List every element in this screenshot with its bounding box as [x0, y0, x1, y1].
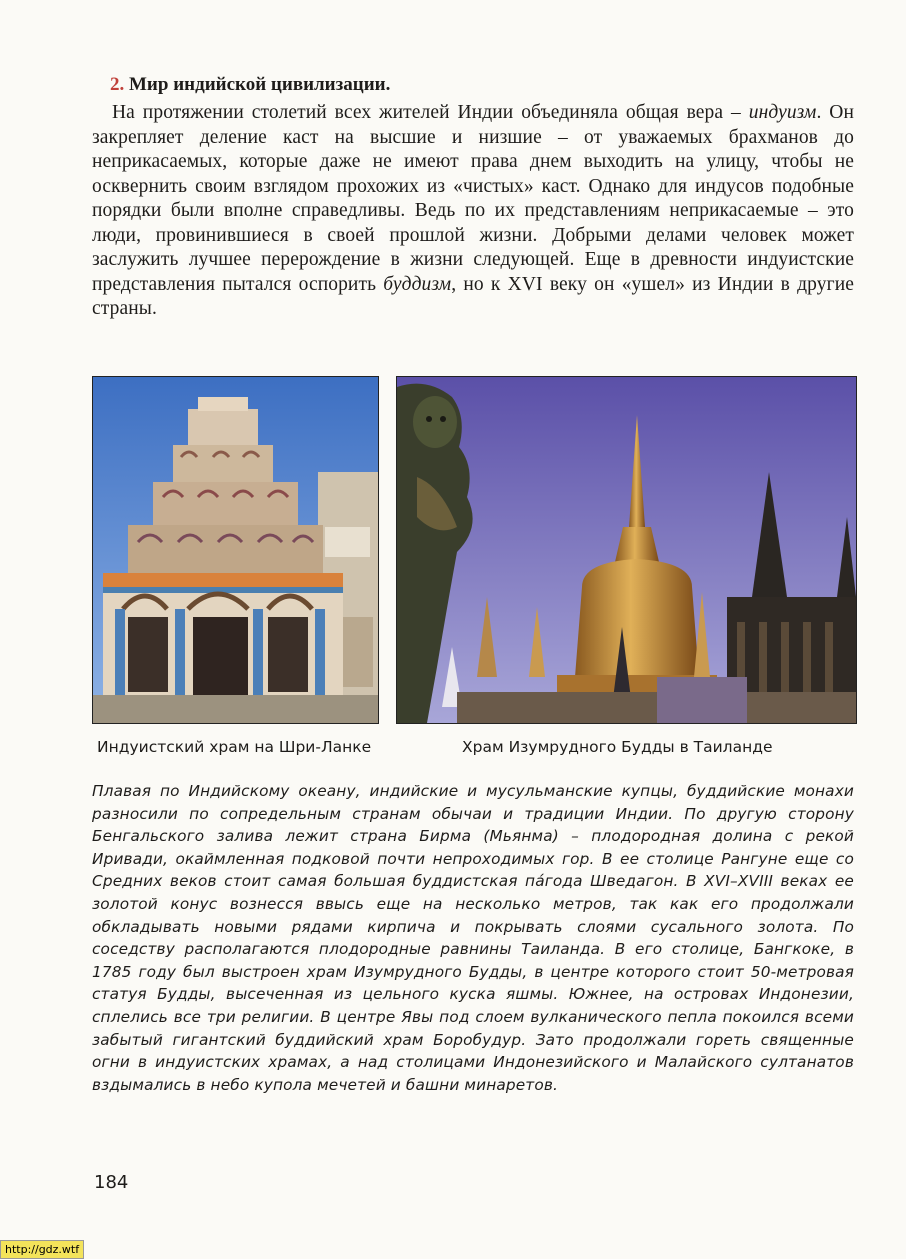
right-photo-caption: Храм Изумрудного Будды в Таиланде — [462, 738, 773, 756]
paragraph-text-2: . Он закрепляет деление каст на высшие и низшие – от уважаемых брахманов до неприкасаемых, которые даже не имеют права днем выходить на улицу, чтобы не осквернить своим взглядом прохожих из «чистых» каст. Однако для индусов подобные порядки были вполне справедливы. Ведь по их представлениям неприкасаемые – это люди, провинившиеся в своей прошлой жизни. Добрыми делами человек может заслужить лучшее перерождение в жизни следующей. Еще в древности индуистские представления пытался оспорить — [92, 102, 855, 295]
term-hinduism: индуизм — [748, 102, 817, 123]
section-number: 2. — [110, 74, 125, 95]
term-buddhism: буддизм — [383, 273, 452, 295]
page-number: 184 — [94, 1172, 129, 1193]
emerald-buddha-temple-photo — [396, 376, 857, 724]
hindu-temple-photo — [92, 376, 379, 724]
paragraph-text-3: , но к XVI веку он «ушел» из Индии в другие страны. — [92, 273, 854, 319]
supplementary-text: Плавая по Индийскому океану, индийские и мусульманские купцы, буддийские монахи разносили по сопредельным странам обычаи и традиции Индии. По другую сторону Бенгальского залива лежит страна Бирма (Мьянма) – плодородная долина с рекой Иривади, окаймленная подковой почти непроходимых гор. В ее столице Рангуне еще со Средних веков стоит самая большая буддистская пáгода Шведагон. В XVI–XVIII веках ее золотой конус вознесся ввысь еще на несколько метров, так как его продолжали обкладывать новыми рядами кирпича и покрывать слоями сусального золота. По соседству располагаются плодородные равнины Таиланда. В его столице, Бангкоке, в 1785 году был выстроен храм Изумрудного Будды, в центре которого стоит 50-метровая статуя Будды, высеченная из цельного куска яшмы. Южнее, на островах Индонезии, сплелись все три религии. В центре Явы под слоем вулканического пепла покоился всеми забытый гигантский буддийский храм Боробудур. Зато продолжали гореть священные огни в индуистских храмах, а над столицами Индонезийского и Малайского султанатов вздымались в небо купола мечетей и башни минаретов. — [92, 782, 854, 1094]
section-heading — [110, 74, 870, 96]
paragraph-text-1: На протяжении столетий всех жителей Индии объединяла общая вера – — [112, 102, 749, 123]
section-title: Мир индийской цивилизации. — [129, 74, 391, 95]
main-paragraph — [92, 101, 854, 322]
watermark-link[interactable]: http://gdz.wtf — [0, 1240, 84, 1259]
left-photo-caption: Индуистский храм на Шри-Ланке — [97, 738, 372, 756]
